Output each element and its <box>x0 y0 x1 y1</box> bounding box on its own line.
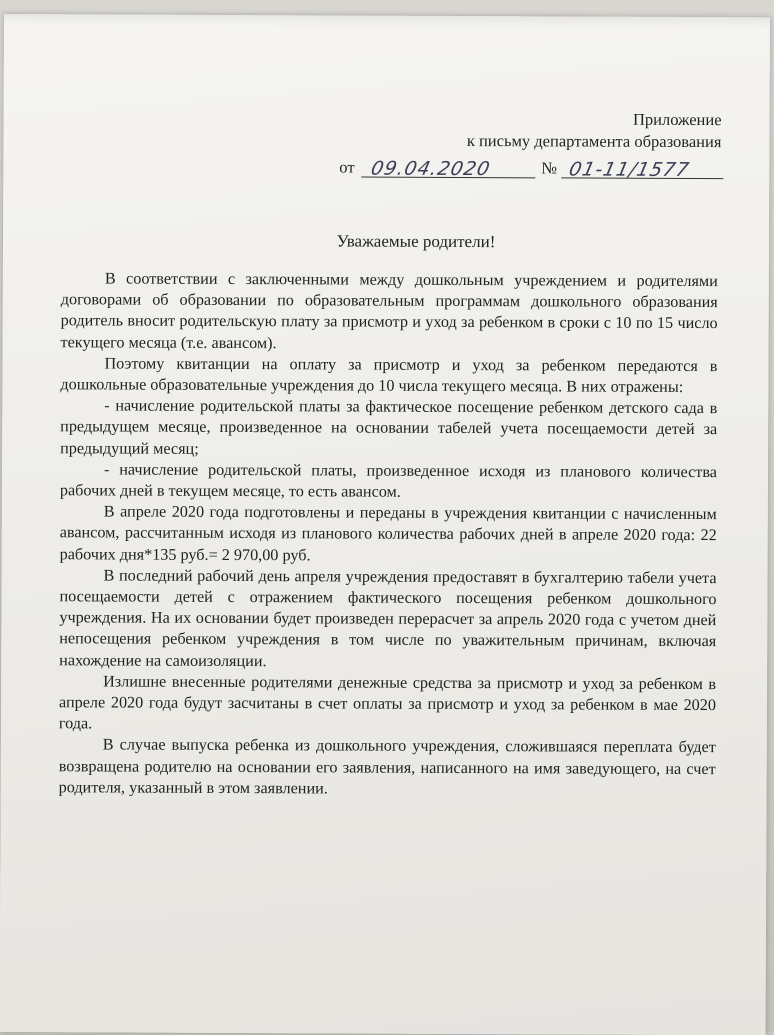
paragraph-advance-payment: В соответствии с заключенными между дошкольным учреждением и родителями договорами об образовании по образовательным программам дошкольного образования родитель вносит родительскую плату за присмотр и уход за ребенком в сроки с 10 по 15 число текущего месяца (т.е. авансом). <box>60 269 718 352</box>
letter-body <box>59 268 718 801</box>
handwritten-number: 01-11/1577 <box>566 158 692 181</box>
paragraph-planned-days: - начисление родительской платы, произведенное исходя из планового количества рабочих дней в текущем месяце, то есть авансом. <box>59 460 718 501</box>
from-label: от <box>339 157 355 177</box>
paragraph-refund: В случае выпуска ребенка из дошкольного учреждения, сложившаяся переплата будет возвращена родителю на основании его заявления, написанного на имя заведующего, на счет родителя, указанный в этом заявлении. <box>58 735 716 798</box>
handwritten-date: 09.04.2020 <box>368 157 493 181</box>
appendix-header <box>467 108 722 153</box>
letter-reference <box>339 153 723 183</box>
document-page <box>0 14 770 1035</box>
paragraph-actual-attendance: - начисление родительской платы за фактическое посещение ребенком детского сада в предыдущем месяце, произведенное на основании табелей учета посещаемости детей за предыдущий месяц; <box>60 396 718 458</box>
paragraph-overpayment-credit: Излишне внесенные родителями денежные средства за присмотр и уход за ребенком в апреле 2020 года будут засчитаны в счет оплаты за присмотр и уход за ребенком в мае 2020 года. <box>58 672 717 733</box>
paragraph-april-calculation: В апреле 2020 года подготовлены и переданы в учреждения квитанции с начисленным авансом, рассчитанным исходя из планового количества рабочих дней в апреле 2020 года: 22 рабочих дня*135 руб.= 2 970,00 руб. <box>59 502 717 564</box>
paragraph-recalculation: В последний рабочий день апреля учреждения предоставят в бухгалтерию табели учета посещаемости детей с отражением фактического посещения ребенком дошкольного учреждения. На их основании будет произведен перерасчет за апрель 2020 года с учетом дней непосещения ребенком учреждения в том числе по уважительным причинам, включая нахождение на самоизоляции. <box>59 566 717 670</box>
page-edge-shadow <box>4 14 770 29</box>
paragraph-receipts: Поэтому квитанции на оплату за присмотр и уход за ребенком передаются в дошкольные образовательные учреждения до 10 числа текущего месяца. В них отражены: <box>60 354 718 396</box>
appendix-title: Приложение <box>632 109 722 130</box>
appendix-subtitle: к письму департамента образования <box>466 131 722 152</box>
number-label: № <box>541 158 558 178</box>
greeting-heading: Уважаемые родители! <box>336 231 496 252</box>
